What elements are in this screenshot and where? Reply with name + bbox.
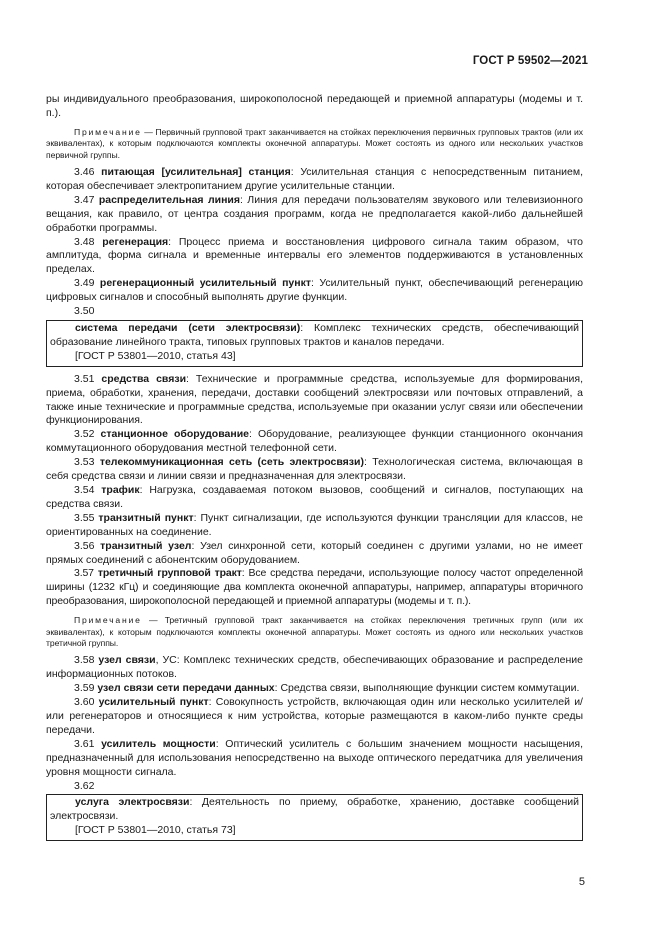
boxed-definition bbox=[46, 794, 583, 841]
standard-reference: [ГОСТ Р 53801—2010, статья 43] bbox=[75, 349, 236, 362]
entry-definition: : Технологическая система, включающая в себя средства связи и линии связи и предназначенная для электросвязи. bbox=[46, 456, 583, 483]
entry-number: 3.56 bbox=[74, 539, 95, 552]
entry-definition: , УС: Комплекс технических средств, обеспечивающих образование и распределение информационных потоков. bbox=[46, 654, 583, 681]
entry-number: 3.57 bbox=[74, 567, 94, 580]
entries-group-3 bbox=[46, 654, 583, 779]
entry-definition: : Комплекс технических средств, обеспечивающий образование линейного тракта, типовых групповых трактов и каналов передачи. bbox=[50, 322, 580, 348]
document-id-header: ГОСТ Р 59502—2021 bbox=[472, 55, 588, 67]
entry-term: услуга электросвязи bbox=[75, 796, 190, 809]
term-entry bbox=[46, 456, 583, 484]
entry-definition: : Процесс приема и восстановления цифрового сигнала таким образом, что амплитуда, форма сигнала и временные интервалы его элементов поддерживаются в установленных пределах. bbox=[46, 235, 583, 276]
entry-definition: : Нагрузка, создаваемая потоком вызовов, сообщений и сигналов, поступающих на средства связи. bbox=[46, 483, 583, 510]
note-text: — Третичный групповой тракт заканчивается на стойках переключения третичных групп (или их эквивалентах), к которым подключаются комплекты оконечной аппаратуры. Может состоять из одного или нескольких участков третичной группы. bbox=[46, 615, 583, 648]
term-entry bbox=[46, 484, 583, 512]
entry-term: транзитный пункт bbox=[98, 511, 194, 524]
entry-number: 3.53 bbox=[74, 456, 95, 469]
boxed-term-entry bbox=[50, 796, 579, 824]
entry-definition: : Оборудование, реализующее функции станционного окончания коммутационного оборудования местной телефонной сети. bbox=[46, 428, 584, 455]
term-entry bbox=[46, 166, 583, 194]
term-entry bbox=[46, 194, 583, 236]
entry-term: третичный групповой тракт bbox=[97, 567, 242, 580]
entry-definition: : Все средства передачи, использующие полосу частот определенной ширины (1232 кГц) и соединяющие два комплекта оконечной аппаратуры, например, аппаратуры вторичного преобразования, широкополосной передающей и приемной аппаратуры (модемы и т. п.). bbox=[46, 567, 583, 608]
boxed-entry-number: 3.62 bbox=[74, 779, 95, 792]
entry-term: трафик bbox=[101, 483, 140, 496]
entry-definition: : Совокупность устройств, включающая один или несколько усилителей и/или регенераторов и относящиеся к ним устройства, которые размещаются в каком-либо пункте среды передачи. bbox=[46, 696, 583, 736]
note-tertiary-group bbox=[46, 615, 583, 649]
entry-term: узел связи сети передачи данных bbox=[97, 682, 275, 695]
entry-term: телекоммуникационная сеть (сеть электросвязи) bbox=[99, 456, 364, 469]
term-entry bbox=[46, 540, 583, 568]
entry-term: питающая [усилительная] станция bbox=[101, 166, 291, 179]
term-entry bbox=[46, 428, 583, 456]
entry-definition: : Технические и программные средства, используемые для формирования, приема, обработки, хранения, передачи, доставки сообщений электросвязи или почтовых отправлений, а также иные технические и программные средства, используемые при оказании услуг связи или обеспечении функционирования. bbox=[46, 372, 584, 427]
term-entry bbox=[46, 277, 583, 305]
entry-definition: : Пункт сигнализации, где используются функции трансляции для классов, не ориентированных на соединение. bbox=[46, 511, 583, 538]
entry-term: система передачи (сети электросвязи) bbox=[75, 322, 301, 334]
page-number: 5 bbox=[578, 876, 585, 888]
note-label: Примечание bbox=[74, 615, 142, 626]
entry-definition: : Деятельность по приему, обработке, хранению, доставке сообщений электросвязи. bbox=[50, 796, 579, 823]
continued-paragraph: ры индивидуального преобразования, широкополосной передающей и приемной аппаратуры (модемы и т. п.). bbox=[46, 93, 583, 119]
term-entry bbox=[46, 654, 583, 682]
entry-term: усилитель мощности bbox=[101, 737, 216, 750]
entry-number: 3.58 bbox=[74, 654, 95, 667]
term-entry bbox=[46, 567, 583, 609]
term-entry bbox=[46, 236, 583, 278]
term-entry bbox=[46, 738, 583, 780]
entry-term: станционное оборудование bbox=[100, 428, 250, 441]
note-primary-group bbox=[46, 127, 583, 161]
entry-number: 3.54 bbox=[74, 483, 95, 496]
entry-definition: : Линия для передачи пользователям звукового или телевизионного вещания, как правило, от центра создания программ, когда не предполагается какой-либо дальнейшей обработки программы. bbox=[46, 193, 583, 234]
entry-term: распределительная линия bbox=[98, 193, 240, 206]
boxed-definition bbox=[46, 320, 583, 367]
entry-number: 3.49 bbox=[74, 277, 95, 290]
term-entry bbox=[46, 696, 583, 738]
entry-definition: : Узел синхронной сети, который соединен с другими узлами, но не имеет прямых соединений с абонентским оборудованием. bbox=[46, 539, 583, 566]
document-body bbox=[46, 93, 583, 847]
entry-number: 3.59 bbox=[74, 682, 95, 695]
entries-group-2 bbox=[46, 373, 583, 609]
note-label: Примечание bbox=[74, 126, 142, 137]
entry-term: узел связи bbox=[98, 654, 156, 667]
entry-number: 3.48 bbox=[74, 235, 95, 248]
entry-definition: : Средства связи, выполняющие функции систем коммутации. bbox=[274, 682, 580, 695]
entry-number: 3.55 bbox=[74, 511, 95, 524]
entry-term: транзитный узел bbox=[100, 539, 192, 552]
entry-number: 3.47 bbox=[74, 193, 95, 206]
standard-reference: [ГОСТ Р 53801—2010, статья 73] bbox=[75, 824, 236, 837]
boxed-term-entry bbox=[50, 322, 579, 350]
entry-term: регенерационный усилительный пункт bbox=[99, 277, 312, 290]
entry-number: 3.52 bbox=[74, 428, 95, 441]
entry-term: средства связи bbox=[101, 372, 187, 385]
entry-number: 3.51 bbox=[74, 372, 95, 385]
entry-definition: : Оптический усилитель с большим значением мощности насыщения, предназначенный для использования непосредственно на выходе оптического передатчика для увеличения уровня мощности сигнала. bbox=[46, 737, 583, 778]
entry-number: 3.61 bbox=[74, 737, 95, 750]
entry-number: 3.60 bbox=[74, 696, 95, 709]
entries-group-1 bbox=[46, 166, 583, 305]
entry-definition: : Усилительная станция с непосредственным питанием, которая обеспечивает электропитанием другие усилительные станции. bbox=[46, 166, 583, 192]
term-entry bbox=[46, 373, 583, 429]
entry-definition: : Усилительный пункт, обеспечивающий регенерацию цифровых сигналов и способный выполнять другие функции. bbox=[46, 277, 583, 304]
term-entry bbox=[46, 512, 583, 540]
note-text: — Первичный групповой тракт заканчивается на стойках переключения первичных групповых трактов (или их эквивалентах), к которым подключаются комплекты оконечной аппаратуры. Может состоять из одного или нескольких участков первичной группы. bbox=[46, 126, 583, 160]
entry-number: 3.46 bbox=[74, 166, 95, 179]
entry-term: регенерация bbox=[102, 235, 169, 248]
boxed-entry-number: 3.50 bbox=[74, 305, 95, 318]
term-entry bbox=[46, 682, 583, 696]
entry-term: усилительный пункт bbox=[98, 696, 209, 709]
